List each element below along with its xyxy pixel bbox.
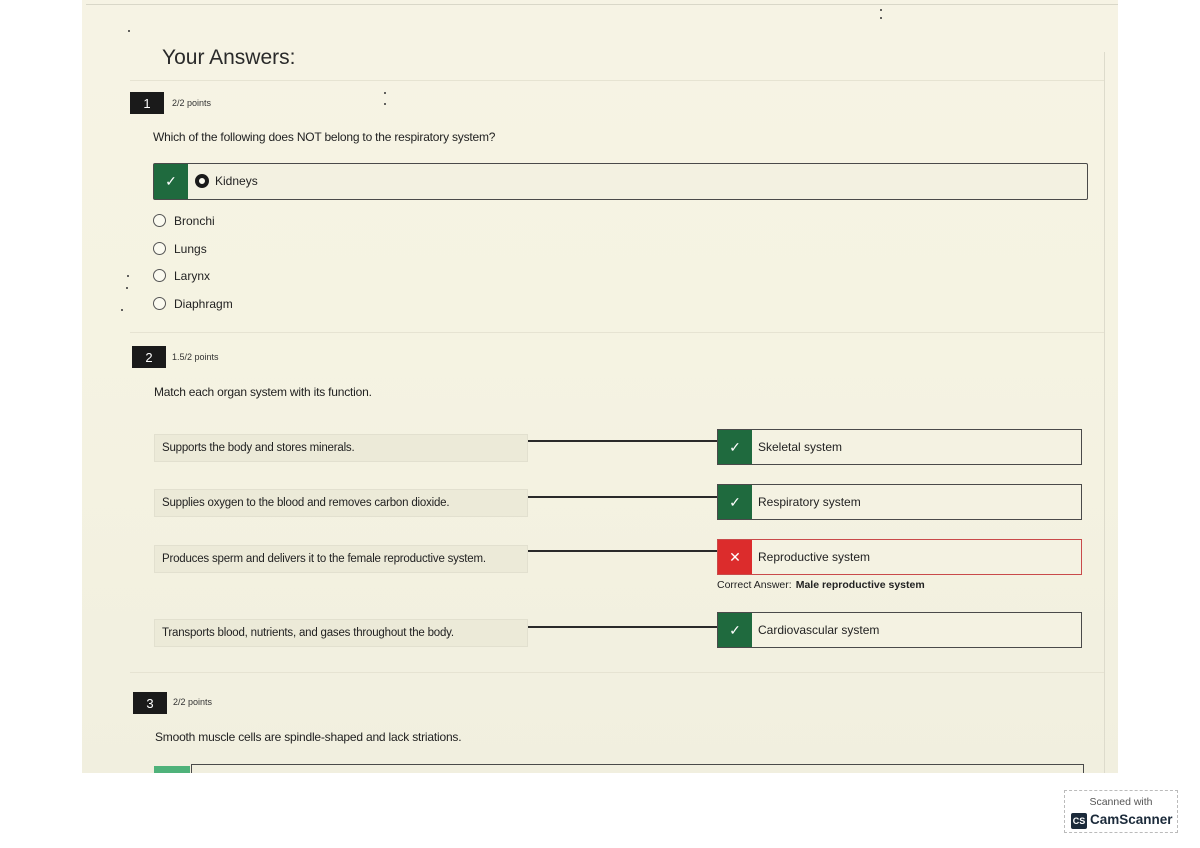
option-label: Larynx	[174, 269, 211, 283]
top-edge-line	[86, 4, 1118, 5]
correct-answer-label: Correct Answer:	[717, 579, 792, 591]
match-answer-label: Cardiovascular system	[758, 623, 880, 637]
scan-speck	[126, 287, 128, 289]
match-premise: Supplies oxygen to the blood and removes carbon dioxide.	[154, 489, 528, 517]
check-icon: ✓	[718, 485, 752, 519]
match-answer-box-incorrect[interactable]	[717, 539, 1082, 575]
radio-icon[interactable]	[153, 297, 166, 310]
watermark-caption: Scanned with	[1089, 796, 1153, 808]
match-answer-label: Reproductive system	[758, 550, 871, 564]
radio-icon[interactable]	[153, 242, 166, 255]
question-prompt: Match each organ system with its function.	[154, 385, 372, 399]
check-icon: ✓	[718, 613, 752, 647]
question-number-badge: 3	[133, 692, 167, 714]
match-premise: Transports blood, nutrients, and gases throughout the body.	[154, 619, 528, 647]
option-label: Bronchi	[174, 214, 215, 228]
scan-speck	[127, 275, 129, 277]
question-points: 2/2 points	[172, 98, 212, 108]
question-prompt: Smooth muscle cells are spindle-shaped and lack striations.	[155, 730, 462, 744]
right-edge-line	[1104, 52, 1105, 773]
question-divider	[130, 332, 1104, 333]
cross-icon: ✕	[718, 540, 752, 574]
scan-speck	[128, 30, 130, 32]
match-answer-box[interactable]	[717, 612, 1082, 648]
option-label: Diaphragm	[174, 297, 233, 311]
match-premise: Produces sperm and delivers it to the female reproductive system.	[154, 545, 528, 573]
match-connector-line	[528, 496, 718, 498]
scanned-page	[82, 0, 1118, 773]
scan-speck	[880, 17, 882, 19]
page-title: Your Answers:	[162, 46, 296, 69]
selected-answer-box[interactable]	[153, 163, 1088, 200]
option-label: Lungs	[174, 242, 207, 256]
scan-speck	[384, 92, 386, 94]
title-divider	[130, 80, 1104, 81]
scan-speck	[880, 9, 882, 11]
watermark-brand: CamScanner	[1090, 812, 1173, 827]
radio-icon[interactable]	[153, 214, 166, 227]
match-answer-box[interactable]	[717, 484, 1082, 520]
match-answer-label: Skeletal system	[758, 440, 843, 454]
selected-option-label: Kidneys	[215, 174, 258, 188]
correct-answer-value: Male reproductive system	[795, 579, 925, 591]
radio-selected-icon[interactable]	[195, 174, 209, 188]
match-answer-box[interactable]	[717, 429, 1082, 465]
question-number-badge: 1	[130, 92, 164, 114]
match-answer-label: Respiratory system	[758, 495, 861, 509]
match-connector-line	[528, 550, 718, 552]
match-premise: Supports the body and stores minerals.	[154, 434, 528, 462]
scan-speck	[384, 103, 386, 105]
question-points: 2/2 points	[173, 697, 213, 707]
camscanner-watermark	[1064, 790, 1178, 833]
check-icon: ✓	[718, 430, 752, 464]
scan-speck	[121, 309, 123, 311]
question-points: 1.5/2 points	[172, 352, 219, 362]
question-prompt: Which of the following does NOT belong to the respiratory system?	[153, 130, 496, 144]
answer-box[interactable]	[191, 764, 1084, 773]
correct-answer-note	[717, 579, 925, 591]
question-divider	[130, 672, 1104, 673]
check-icon: ✓	[154, 164, 188, 199]
match-connector-line	[528, 626, 718, 628]
camscanner-logo-icon: CS	[1071, 813, 1087, 829]
question-number-badge: 2	[132, 346, 166, 368]
answer-status-cell	[154, 766, 190, 773]
match-connector-line	[528, 440, 718, 442]
radio-icon[interactable]	[153, 269, 166, 282]
